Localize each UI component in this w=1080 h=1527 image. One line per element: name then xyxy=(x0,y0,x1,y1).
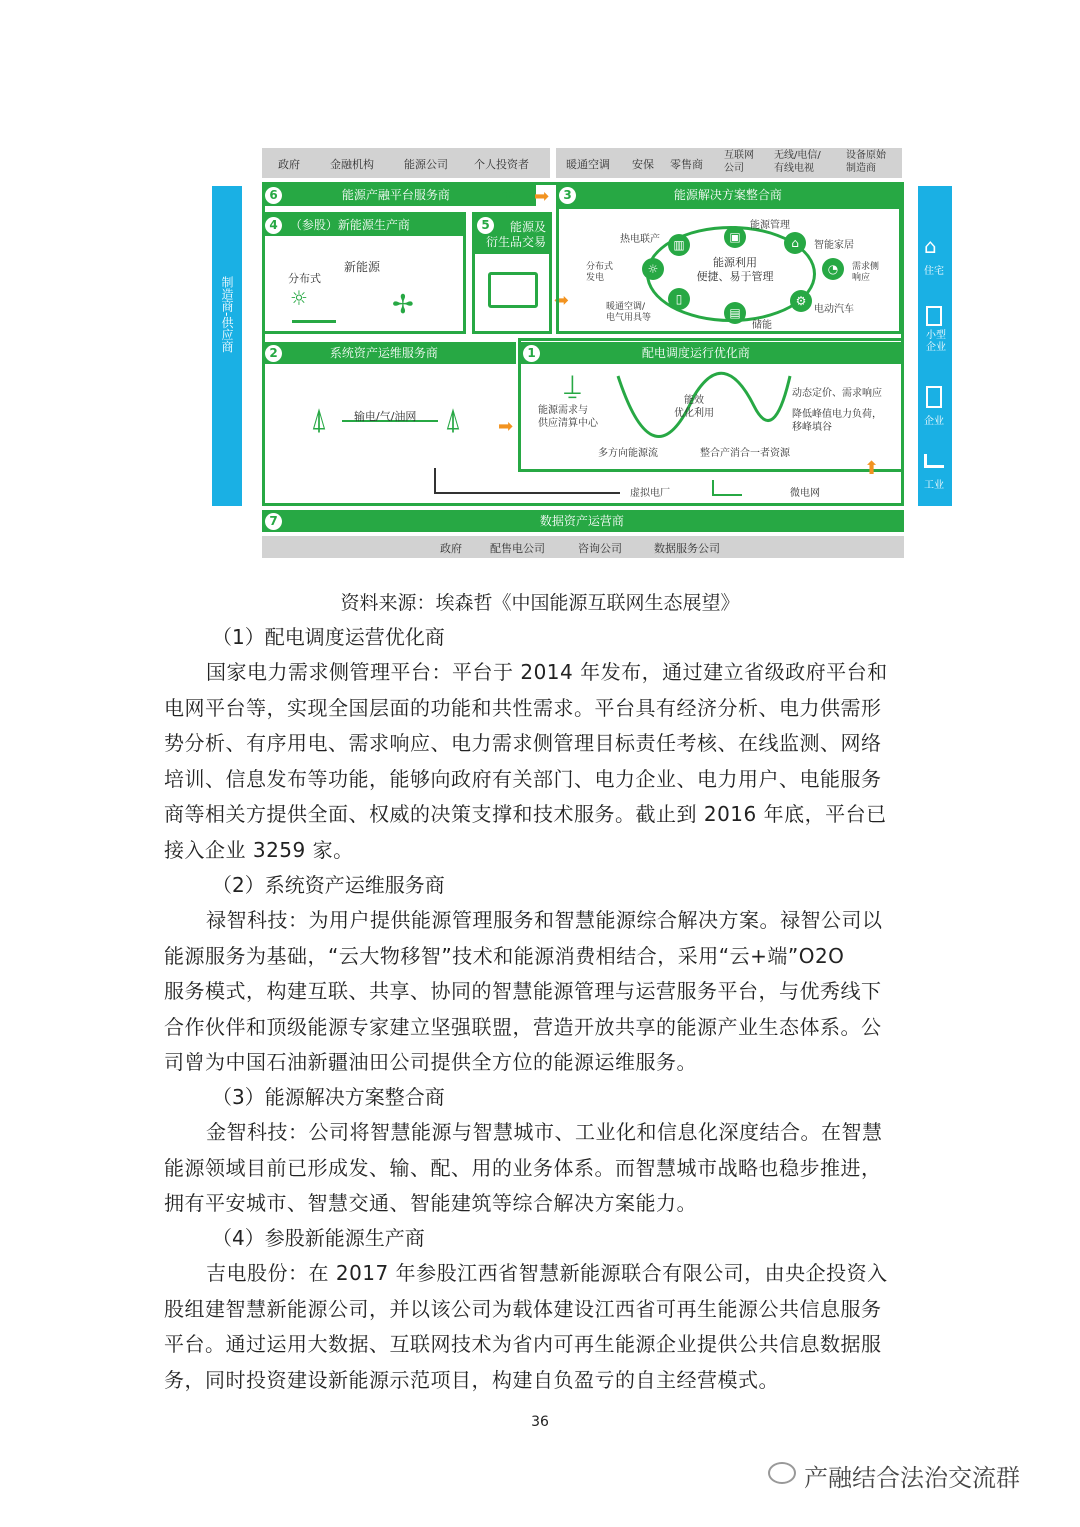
transmission-tower-icon: ⍋ xyxy=(444,402,462,437)
box-1-header xyxy=(520,342,902,364)
group-label: 政府 xyxy=(440,542,462,555)
text-line: 培训、信息发布等功能，能够向政府有关部门、电力企业、电力用户、电能服务 xyxy=(164,766,882,791)
text-line: 国家电力需求侧管理平台：平台于 2014 年发布，通过建立省级政府平台和 xyxy=(206,660,888,684)
section-body xyxy=(164,903,916,1081)
grid-label: 输电/气/油网 xyxy=(354,410,417,423)
box-2-header xyxy=(262,342,516,364)
text-line: 能源服务为基础，“云大物移智”技术和能源消费相结合，采用“云+端”O2O xyxy=(164,943,845,968)
group-label: 暖通空调 xyxy=(566,158,610,171)
group-label: 互联网 公司 xyxy=(724,150,754,174)
wind-turbine-icon: ✢ xyxy=(392,290,414,320)
energy-management-icon: ▣ xyxy=(724,226,746,248)
cycle-item: 分布式 发电 xyxy=(586,262,614,283)
electric-car-icon: ⚙ xyxy=(790,290,812,312)
arrow-up-icon: ⬆ xyxy=(864,458,880,479)
section-heading: （4）参股新能源生产商 xyxy=(212,1226,425,1250)
group-label: 无线/电信/ 有线电视 xyxy=(774,150,821,174)
smart-home-icon: ⌂ xyxy=(784,232,806,254)
figure-caption: 资料来源：埃森哲《中国能源互联网生态展望》 xyxy=(340,592,740,614)
power-pole-icon: ⍊ xyxy=(564,368,581,401)
efficiency-label: 能效 优化利用 xyxy=(674,395,714,419)
section-heading: （3）能源解决方案整合商 xyxy=(212,1085,445,1109)
left-side-bar xyxy=(212,186,242,506)
section-heading: （2）系统资产运维服务商 xyxy=(212,873,445,897)
text-line: 势分析、有序用电、需求响应、电力需求侧管理目标责任考核、在线监测、网络 xyxy=(164,731,882,755)
top-left-groups xyxy=(262,148,550,178)
group-label: 安保 xyxy=(632,158,654,171)
right-side-bar xyxy=(918,186,952,506)
section-body xyxy=(164,1256,916,1398)
bottom-groups xyxy=(262,536,904,558)
customer-label: 工业 xyxy=(924,480,944,491)
text-line: 电网平台等，实现全国层面的功能和共性需求。平台具有经济分析、电力供需形 xyxy=(164,695,882,720)
box-label: 能源及 衍生品交易 xyxy=(485,220,546,249)
text-line: 司曾为中国石油新疆油田公司提供全方位的能源运维服务。 xyxy=(164,1050,697,1074)
text-line: 服务模式，构建互联、共享、协同的智慧能源管理与运营服务平台，与优秀线下 xyxy=(164,979,882,1003)
text-line: 禄智科技：为用户提供能源管理服务和智慧能源综合解决方案。禄智公司以 xyxy=(206,908,883,932)
connector-line xyxy=(434,492,620,494)
peak-shaving-label: 降低峰值电力负荷， 移峰填谷 xyxy=(792,409,882,433)
box-label: 能源解决方案整合商 xyxy=(673,188,782,202)
clearing-center-label: 能源需求与 供应清算中心 xyxy=(538,405,598,429)
number-badge: 7 xyxy=(265,513,282,530)
distributed-generation-icon: ☼ xyxy=(642,258,664,280)
box-6-header xyxy=(262,184,536,206)
text-line: 金智科技：公司将智慧能源与智慧城市、工业化和信息化深度结合。在智慧 xyxy=(206,1120,883,1144)
text-line: 平台。通过运用大数据、互联网技术为省内可再生能源企业提供公共信息数据服 xyxy=(164,1332,882,1356)
ecosystem-figure xyxy=(212,140,952,560)
customer-label: 小型企业 xyxy=(926,330,946,353)
box-7-header xyxy=(262,510,904,532)
connector-line xyxy=(434,468,436,492)
box-3-header xyxy=(556,184,902,206)
text-line: 能源领域目前已形成发、输、配、用的业务体系。而智慧城市战略也稳步推进， xyxy=(164,1155,882,1180)
bidirectional-arrow-icon: ⬌ xyxy=(554,290,570,311)
building-icon xyxy=(926,306,942,326)
number-badge: 5 xyxy=(477,217,494,234)
arrow-right-icon: ➡ xyxy=(498,416,514,437)
house-icon: ⌂ xyxy=(924,234,937,258)
cycle-item: 电动汽车 xyxy=(814,304,854,315)
distributed-label: 分布式 xyxy=(288,272,321,285)
cycle-item: 热电联产 xyxy=(620,234,660,245)
energy-use-center: 能源利用 便捷、易于管理 xyxy=(696,256,774,283)
cycle-item: 需求侧 响应 xyxy=(852,262,880,283)
new-energy-label: 新能源 xyxy=(344,260,381,274)
group-label: 数据服务公司 xyxy=(654,542,720,555)
text-line: 吉电股份：在 2017 年参股江西省智慧新能源联合有限公司，由央企投资入 xyxy=(206,1261,888,1285)
solar-panel-icon xyxy=(292,308,336,323)
text-line: 商等相关方提供全面、权威的决策支撑和技术服务。截止到 2016 年底，平台已 xyxy=(164,802,887,826)
section-body xyxy=(164,655,916,868)
cycle-item: 储能 xyxy=(752,320,772,331)
section-heading: （1）配电调度运营优化商 xyxy=(212,625,445,649)
yen-icon: ¥ xyxy=(502,182,515,203)
microgrid-label: 微电网 xyxy=(790,488,820,499)
number-badge: 4 xyxy=(265,217,282,234)
top-right-groups xyxy=(556,148,902,178)
prosumer-label: 整合产消合一者资源 xyxy=(700,448,790,459)
text-line: 拥有平安城市、智慧交通、智能建筑等综合解决方案能力。 xyxy=(164,1191,697,1215)
group-label: 设备原始 制造商 xyxy=(846,150,886,174)
group-label: 配售电公司 xyxy=(490,542,545,555)
box-label: （参股）新能源生产商 xyxy=(289,218,410,232)
group-label: 金融机构 xyxy=(330,158,374,171)
text-line: 务，同时投资建设新能源示范项目，构建自负盈亏的自主经营模式。 xyxy=(164,1367,779,1392)
dynamic-pricing-label: 动态定价、需求响应 xyxy=(792,388,882,399)
trading-screen-icon xyxy=(488,272,538,308)
number-badge: 3 xyxy=(559,187,576,204)
multi-direction-flow-label: 多方向能源流 xyxy=(598,448,658,459)
cycle-item: 智能家居 xyxy=(814,240,854,251)
watermark-text: 产融结合法治交流群 xyxy=(804,1464,1020,1492)
group-label: 咨询公司 xyxy=(578,542,622,555)
group-label: 零售商 xyxy=(670,158,703,171)
text-line: 股组建智慧新能源公司，并以该公司为载体建设江西省可再生能源公共信息服务 xyxy=(164,1296,882,1321)
customer-label: 住宅 xyxy=(924,266,944,277)
cycle-item: 能源管理 xyxy=(750,220,790,231)
group-label: 个人投资者 xyxy=(474,158,529,171)
box-5-header xyxy=(474,214,550,254)
arrow-right-icon: ➡ xyxy=(534,186,550,207)
factory-icon xyxy=(924,454,944,468)
virtual-power-plant-label: 虚拟电厂 xyxy=(630,488,670,499)
demand-response-icon: ◔ xyxy=(822,258,844,280)
number-badge: 6 xyxy=(265,187,282,204)
sun-icon: ☼ xyxy=(290,286,308,310)
cycle-item: 暖通空调/ 电气用具等 xyxy=(606,302,652,323)
office-icon xyxy=(926,386,942,408)
text-line: 接入企业 3259 家。 xyxy=(164,837,354,862)
group-label: 能源公司 xyxy=(404,158,448,171)
box-label: 配电调度运行优化商 xyxy=(641,346,750,360)
microgrid-icon xyxy=(712,480,742,496)
transmission-tower-icon: ⍋ xyxy=(310,402,328,437)
group-label: 政府 xyxy=(278,158,300,171)
number-badge: 1 xyxy=(523,345,540,362)
manufacturer-supplier-label: 制造商-供应商 xyxy=(220,276,234,353)
customer-label: 企业 xyxy=(924,416,944,427)
section-body xyxy=(164,1115,916,1222)
box-label: 能源产融平台服务商 xyxy=(341,188,450,202)
number-badge: 2 xyxy=(265,345,282,362)
text-line: 合作伙伴和顶级能源专家建立坚强联盟，营造开放共享的能源产业生态体系。公 xyxy=(164,1014,882,1039)
box-4-header xyxy=(262,214,466,236)
page-number: 36 xyxy=(531,1414,549,1430)
box-label: 数据资产运营商 xyxy=(539,514,624,528)
wechat-icon xyxy=(768,1462,796,1484)
box-label: 系统资产运维服务商 xyxy=(329,346,438,360)
hvac-icon: ▯ xyxy=(668,288,690,310)
chp-icon: ▥ xyxy=(668,234,690,256)
storage-icon: ▤ xyxy=(724,302,746,324)
